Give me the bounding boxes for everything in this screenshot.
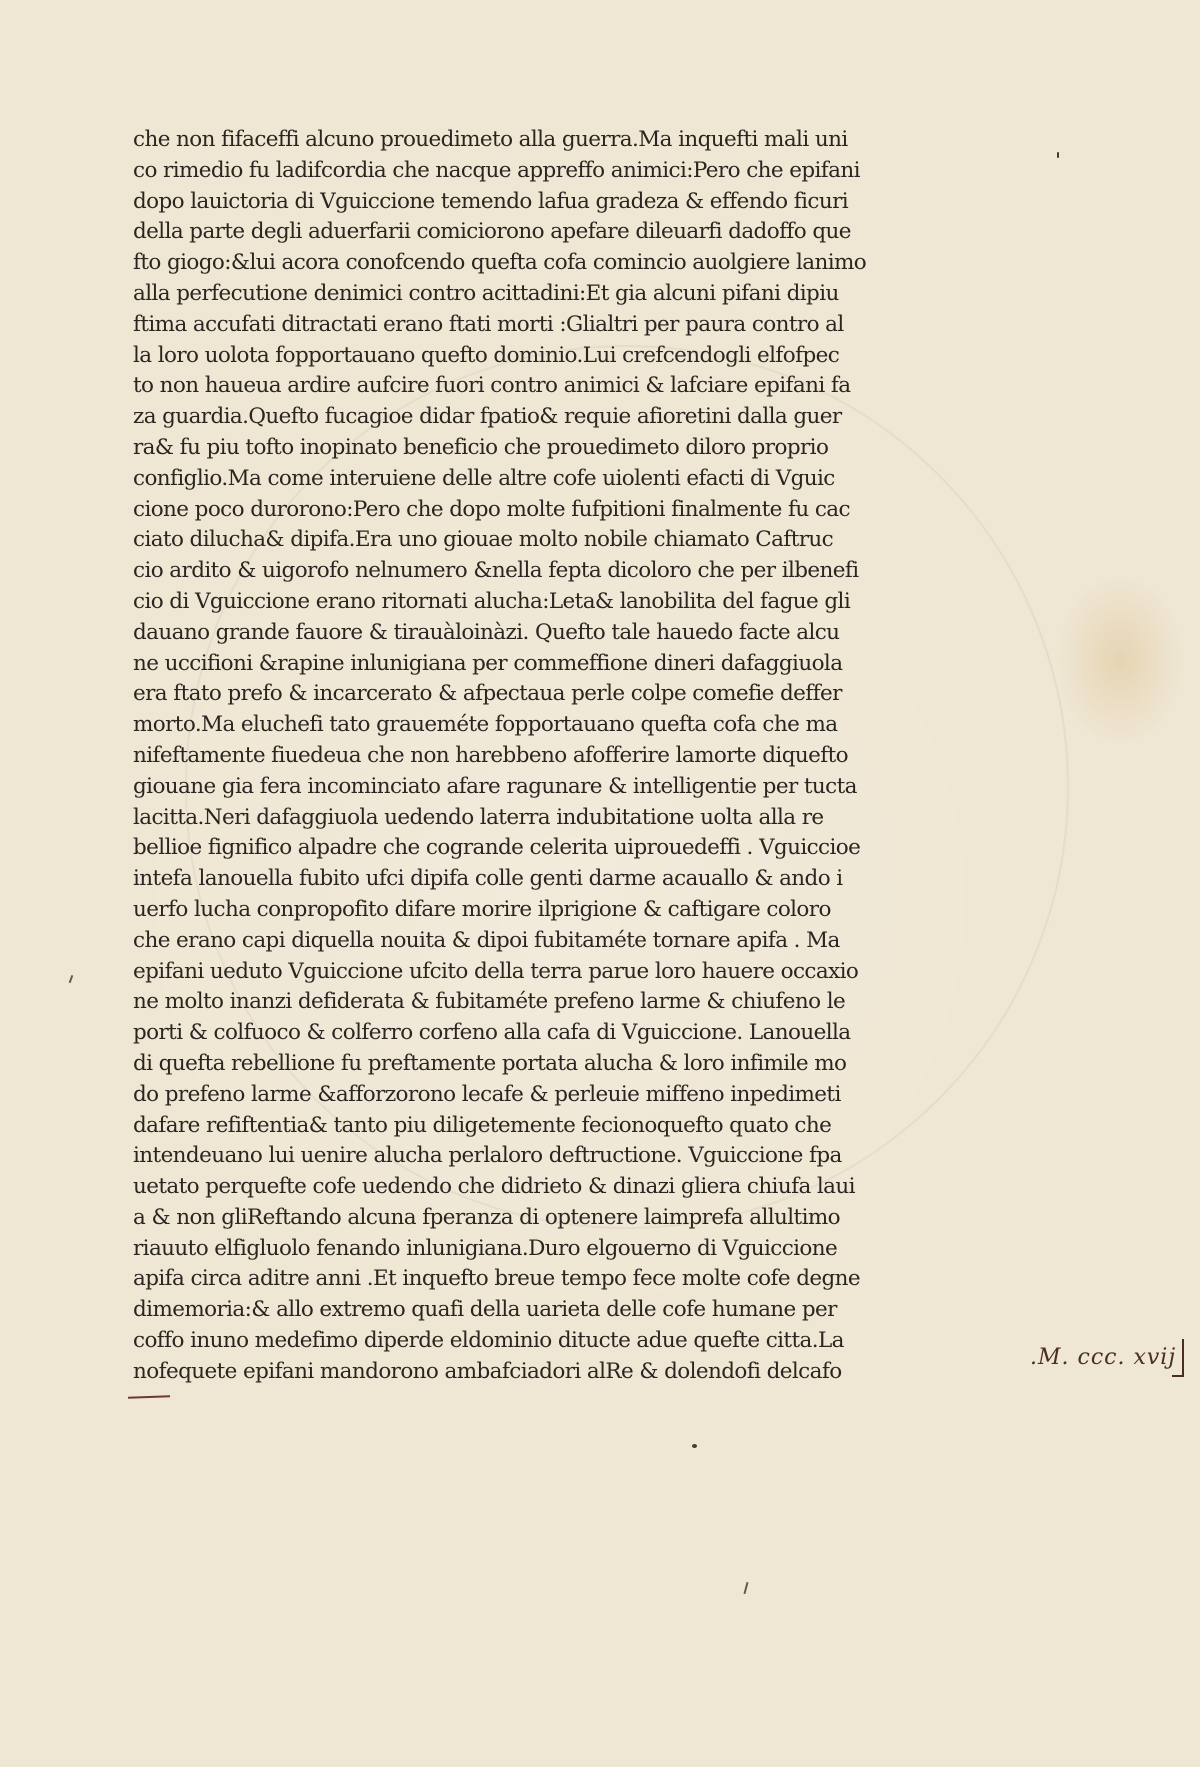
paper-mark [69, 975, 73, 983]
text-line: intefa lanouella fubito ufci dipifa colle genti darme acauallo & ando i [133, 866, 843, 892]
text-line: to non haueua ardire aufcire fuori contro animici & lafciare epifani fa [133, 373, 851, 399]
margin-bracket-mark [1172, 1339, 1184, 1377]
text-line: bellioe fignifico alpadre che cogrande celerita uiprouedeffi . Vguiccioe [133, 835, 861, 861]
margin-date-text: .M. ccc. xvij [1030, 1345, 1177, 1370]
text-line: giouane gia fera incominciato afare ragunare & intelligentie per tucta [133, 773, 857, 799]
text-line: do prefeno larme &afforzorono lecafe & perleuie miffeno inpedimeti [133, 1081, 841, 1107]
text-line: apifa circa aditre anni .Et inquefto breue tempo fece molte cofe degne [133, 1266, 861, 1292]
text-line: coffo inuno medefimo diperde eldominio ditucte adue quefte citta.La [133, 1328, 844, 1354]
text-line: ftima accufati ditractati erano ftati morti :Glialtri per paura contro al [133, 311, 844, 337]
printed-text-block [133, 125, 893, 1388]
text-line: riauuto elfigluolo fenando inlunigiana.Duro elgouerno di Vguiccione [133, 1235, 838, 1261]
text-line: cio ardito & uigorofo nelnumero &nella fepta dicoloro che per ilbenefi [133, 558, 859, 584]
text-line: porti & colfuoco & colferro corfeno alla cafa di Vguiccione. Lanouella [133, 1020, 851, 1046]
text-line: di quefta rebellione fu preftamente portata alucha & loro infimile mo [133, 1050, 847, 1076]
text-line: uerfo lucha conpropofito difare morire ilprigione & caftigare coloro [133, 896, 831, 922]
text-line: dauano grande fauore & tirauàloinàzi. Quefto tale hauedo facte alcu [133, 619, 840, 645]
text-line: nifeftamente fiuedeua che non harebbeno afofferire lamorte diquefto [133, 742, 848, 768]
text-line: cio di Vguiccione erano ritornati alucha:Leta& lanobilita del fague gli [133, 588, 851, 614]
text-line: cione poco durorono:Pero che dopo molte fufpitioni finalmente fu cac [133, 496, 850, 522]
text-line: a & non gliReftando alcuna fperanza di optenere laimprefa allultimo [133, 1204, 840, 1230]
text-line: za guardia.Quefto fucagioe didar fpatio& requie afioretini dalla guer [133, 404, 842, 430]
text-line: che erano capi diquella nouita & dipoi fubitaméte tornare apifa . Ma [133, 927, 840, 953]
text-line: dimemoria:& allo extremo quafi della uarieta delle cofe humane per [133, 1297, 837, 1323]
text-line: ne uccifioni &rapine inlunigiana per commeffione dineri dafaggiuola [133, 650, 843, 676]
text-line: lacitta.Neri dafaggiuola uedendo laterra indubitatione uolta alla re [133, 804, 824, 830]
text-line: nofequete epifani mandorono ambafciadori alRe & dolendofi delcafo [133, 1358, 842, 1384]
text-line: configlio.Ma come interuiene delle altre cofe uiolenti efacti di Vguic [133, 465, 835, 491]
paper-mark [743, 1582, 748, 1594]
handwritten-underline [128, 1392, 170, 1398]
text-line: era ftato prefo & incarcerato & afpectaua perle colpe comefie deffer [133, 681, 842, 707]
text-line: uetato perquefte cofe uedendo che didrieto & dinazi gliera chiufa laui [133, 1174, 855, 1200]
text-line: co rimedio fu ladifcordia che nacque appreffo animici:Pero che epifani [133, 157, 860, 183]
text-line: ciato dilucha& dipifa.Era uno giouae molto nobile chiamato Caftruc [133, 527, 834, 553]
text-line: ra& fu piu tofto inopinato beneficio che prouedimeto diloro proprio [133, 434, 829, 460]
text-line: epifani ueduto Vguiccione ufcito della terra parue loro hauere occaxio [133, 958, 859, 984]
text-line: dopo lauictoria di Vguiccione temendo lafua gradeza & effendo ficuri [133, 188, 849, 214]
text-line: fto giogo:&lui acora conofcendo quefta cofa comincio auolgiere lanimo [133, 250, 867, 276]
text-line: intendeuano lui uenire alucha perlaloro deftructione. Vguiccione fpa [133, 1143, 842, 1169]
text-line: morto.Ma eluchefi tato graueméte fopportauano quefta cofa che ma [133, 712, 838, 738]
text-line: dafare refiftentia& tanto piu diligetemente fecionoquefto quato che [133, 1112, 832, 1138]
handwritten-margin-date [1030, 1345, 1176, 1370]
text-line: che non fifaceffi alcuno prouedimeto alla guerra.Ma inquefti mali uni [133, 127, 848, 152]
text-line: alla perfecutione denimici contro acittadini:Et gia alcuni pifani dipiu [133, 280, 839, 306]
text-line: ne molto inanzi defiderata & fubitaméte prefeno larme & chiufeno le [133, 989, 846, 1015]
text-line: della parte degli aduerfarii comiciorono apefare dileuarfi dadoffo que [133, 219, 851, 245]
text-line: la loro uolota fopportauano quefto dominio.Lui crefcendogli elfofpec [133, 342, 840, 368]
